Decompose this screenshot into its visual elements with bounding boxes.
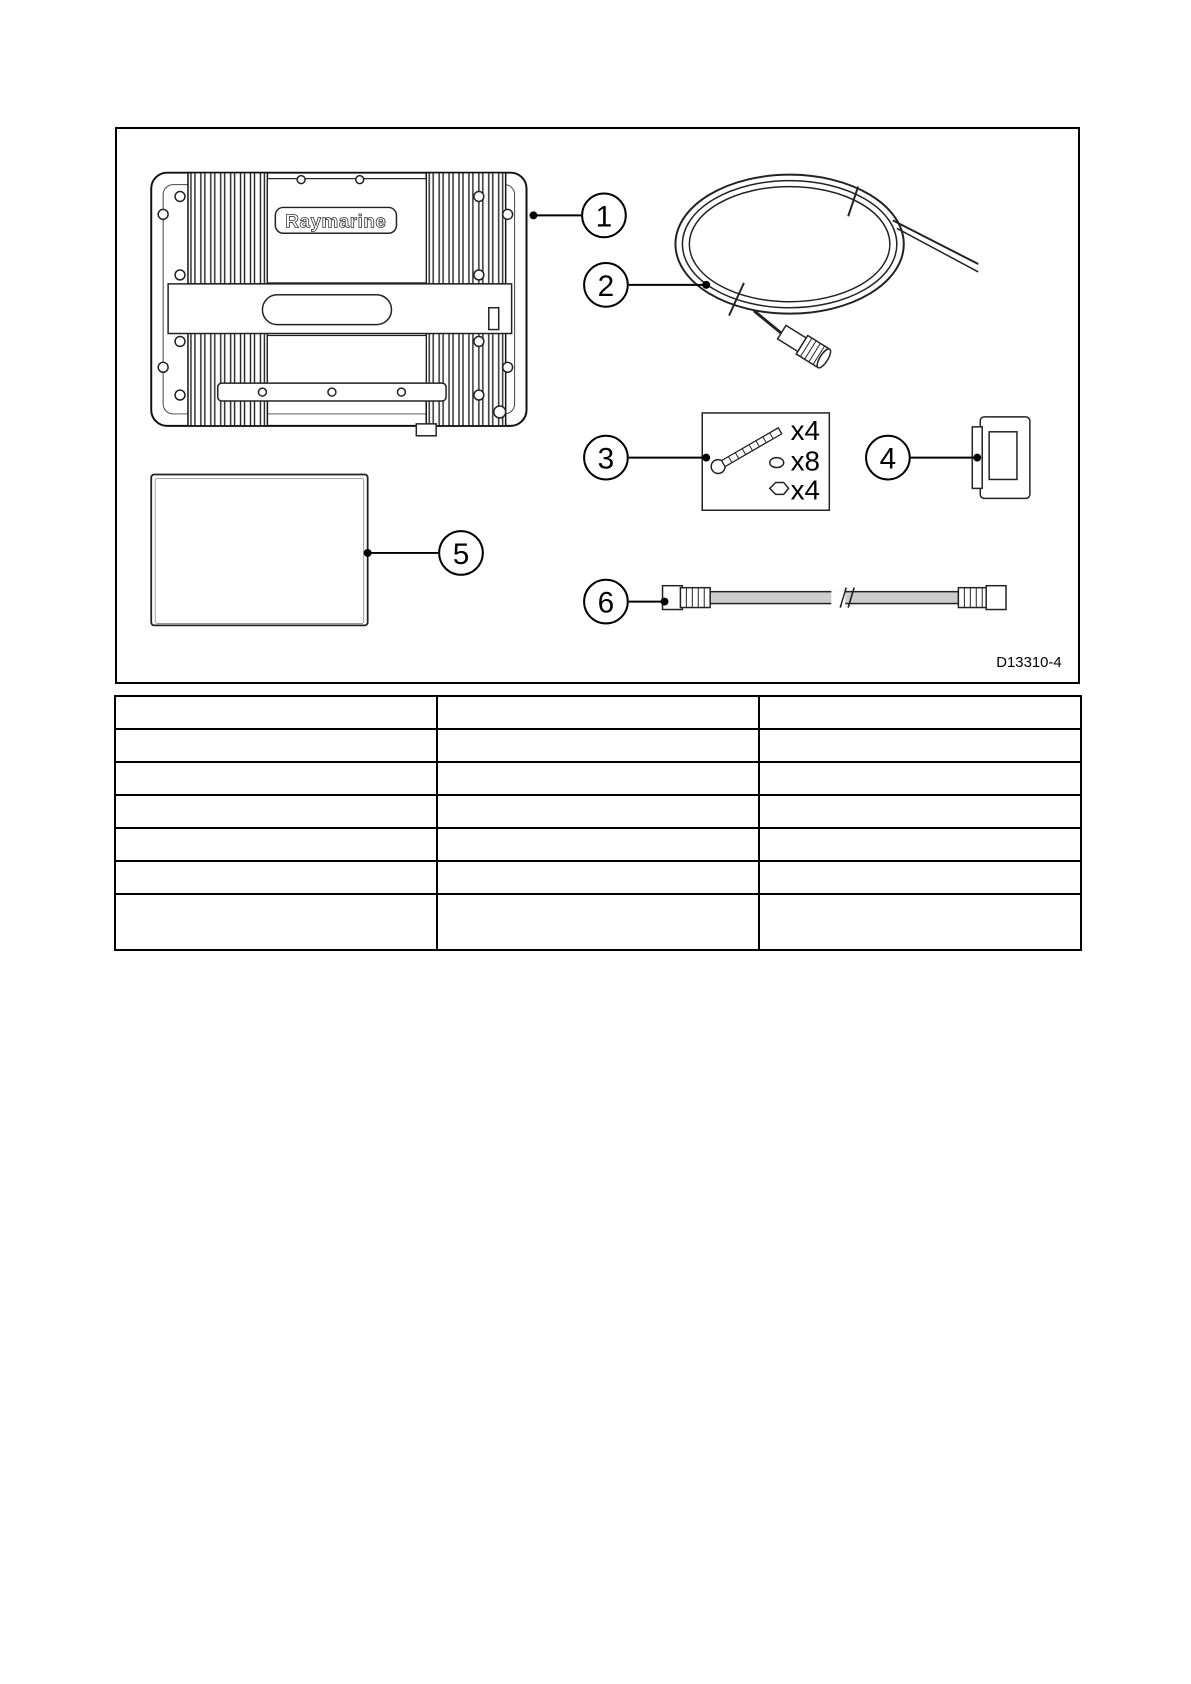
black-box-unit xyxy=(151,173,526,436)
table-row xyxy=(115,861,1081,894)
table-cell xyxy=(115,861,437,894)
nut-quantity: x4 xyxy=(790,474,820,506)
table-cell xyxy=(759,795,1081,828)
table-cell xyxy=(437,894,759,950)
table-row xyxy=(115,696,1081,729)
table-cell xyxy=(437,828,759,861)
parts-table xyxy=(114,695,1082,951)
fixings-kit xyxy=(702,413,829,510)
callout-3 xyxy=(584,436,628,480)
table-cell xyxy=(759,894,1081,950)
documentation-pack xyxy=(151,475,367,626)
callout-5-label: 5 xyxy=(452,537,470,571)
raymarine-logo: Raymarine xyxy=(285,210,387,232)
table-row xyxy=(115,795,1081,828)
table-cell xyxy=(759,762,1081,795)
table-cell xyxy=(115,795,437,828)
table-cell xyxy=(437,762,759,795)
table-cell xyxy=(437,696,759,729)
callout-1-label: 1 xyxy=(595,200,613,234)
table-row xyxy=(115,762,1081,795)
table-cell xyxy=(437,729,759,762)
table-cell xyxy=(115,729,437,762)
figure-reference-code: D13310-4 xyxy=(996,655,1062,672)
callout-2-label: 2 xyxy=(597,269,615,303)
table-cell xyxy=(759,828,1081,861)
network-cable xyxy=(663,586,1007,610)
callout-3-label: 3 xyxy=(597,442,615,476)
table-row xyxy=(115,729,1081,762)
table-cell xyxy=(759,861,1081,894)
table-cell xyxy=(437,795,759,828)
power-cable xyxy=(675,175,978,370)
table-cell xyxy=(115,894,437,950)
callout-6 xyxy=(584,580,628,624)
parts-supplied-figure xyxy=(115,127,1080,684)
table-cell xyxy=(115,762,437,795)
parts-illustration xyxy=(117,129,1078,682)
callout-5 xyxy=(439,531,483,575)
callout-1 xyxy=(582,194,626,238)
table-cell xyxy=(759,729,1081,762)
table-cell xyxy=(437,861,759,894)
washer-quantity: x8 xyxy=(790,445,820,477)
callout-6-label: 6 xyxy=(597,586,615,620)
table-row xyxy=(115,828,1081,861)
table-row xyxy=(115,894,1081,950)
table-cell xyxy=(115,828,437,861)
callout-2 xyxy=(584,263,628,307)
callout-4 xyxy=(866,436,910,480)
table-cell xyxy=(115,696,437,729)
callout-4-label: 4 xyxy=(879,442,897,476)
bolt-quantity: x4 xyxy=(790,414,820,446)
table-cell xyxy=(759,696,1081,729)
